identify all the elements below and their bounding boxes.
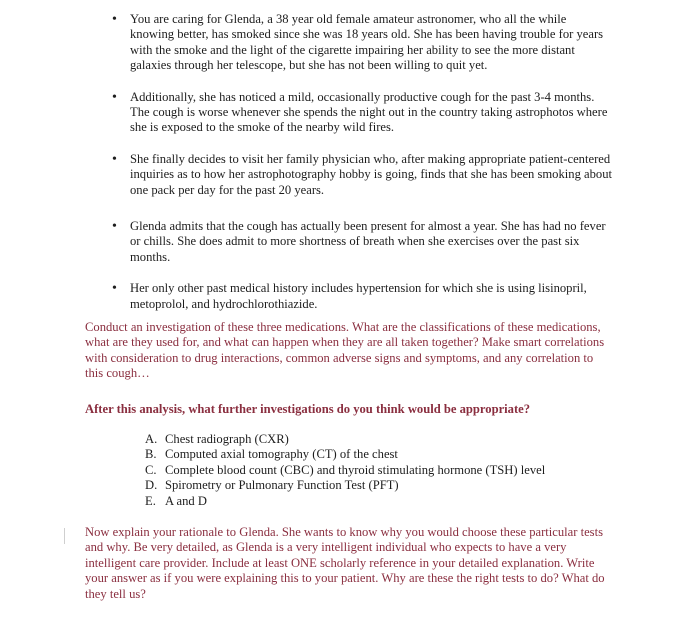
bullet-icon: • bbox=[112, 12, 117, 27]
option-letter: E. bbox=[145, 493, 156, 508]
case-bullet-3 bbox=[112, 152, 612, 198]
case-bullet-5 bbox=[112, 281, 612, 312]
option-c bbox=[145, 463, 545, 478]
medication-analysis-prompt: Conduct an investigation of these three medications. What are the classifications of these medications, what are they used for, and what can happen when they are all taken together? Make smart correlations with consideration to drug interactions, common adverse signs and symptoms, and any correlation to this cough… bbox=[85, 320, 605, 381]
case-bullet-list bbox=[112, 12, 612, 328]
option-a bbox=[145, 432, 545, 447]
answer-options bbox=[145, 432, 545, 509]
bullet-icon: • bbox=[112, 151, 117, 167]
bullet-icon: • bbox=[112, 89, 117, 105]
case-bullet-2 bbox=[112, 90, 612, 136]
bullet-text: Glenda admits that the cough has actually been present for almost a year. She has had no fever or chills. She does admit to more shortness of breath when she exercises over the past six months. bbox=[130, 219, 606, 264]
case-bullet-1 bbox=[112, 12, 612, 74]
option-e bbox=[145, 494, 545, 509]
option-d bbox=[145, 478, 545, 493]
bullet-icon: • bbox=[112, 281, 117, 297]
further-investigations-question: After this analysis, what further investigations do you think would be appropriate? bbox=[85, 402, 531, 416]
option-letter: C. bbox=[145, 462, 157, 477]
option-letter: A. bbox=[145, 432, 158, 446]
rationale-prompt: Now explain your rationale to Glenda. She wants to know why you would choose these particular tests and why. Be very detailed, as Glenda is a very intelligent individual who expects to have a very intelligent care provider. Include at least ONE scholarly reference in your detailed explanation. Write your answer as if you were explaining this to your patient. Why are these the right tests to do? What do they tell us? bbox=[85, 525, 605, 601]
bullet-text: Her only other past medical history includes hypertension for which she is using lisinopril, metoprolol, and hydrochlorothiazide. bbox=[130, 281, 587, 311]
option-letter: D. bbox=[145, 478, 158, 493]
option-text: Chest radiograph (CXR) bbox=[165, 432, 289, 446]
bullet-icon: • bbox=[112, 219, 117, 235]
option-text: Spirometry or Pulmonary Function Test (PFT) bbox=[165, 478, 399, 493]
option-text: Computed axial tomography (CT) of the chest bbox=[165, 447, 398, 462]
option-text: Complete blood count (CBC) and thyroid stimulating hormone (TSH) level bbox=[165, 462, 546, 477]
option-b bbox=[145, 447, 545, 462]
margin-mark bbox=[64, 528, 65, 544]
option-text: A and D bbox=[165, 493, 207, 508]
bullet-text: She finally decides to visit her family physician who, after making appropriate patient-centered inquiries as to how her astrophotography hobby is going, finds that she has been smoking about one pack per day for the past 20 years. bbox=[130, 151, 612, 197]
bullet-text: Additionally, she has noticed a mild, occasionally productive cough for the past 3-4 months. The cough is worse whenever she spends the night out in the country taking astrophotos where she is exposed to the smoke of the nearby wild fires. bbox=[130, 89, 608, 135]
case-bullet-4 bbox=[112, 219, 612, 265]
option-letter: B. bbox=[145, 447, 157, 462]
bullet-text: You are caring for Glenda, a 38 year old female amateur astronomer, who all the while knowing better, has smoked since she was 18 years old. She has been having trouble for years with the smoke and the light of the cigarette impairing her ability to see the more distant galaxies through her telescope, but she has not been willing to quit yet. bbox=[130, 12, 604, 73]
